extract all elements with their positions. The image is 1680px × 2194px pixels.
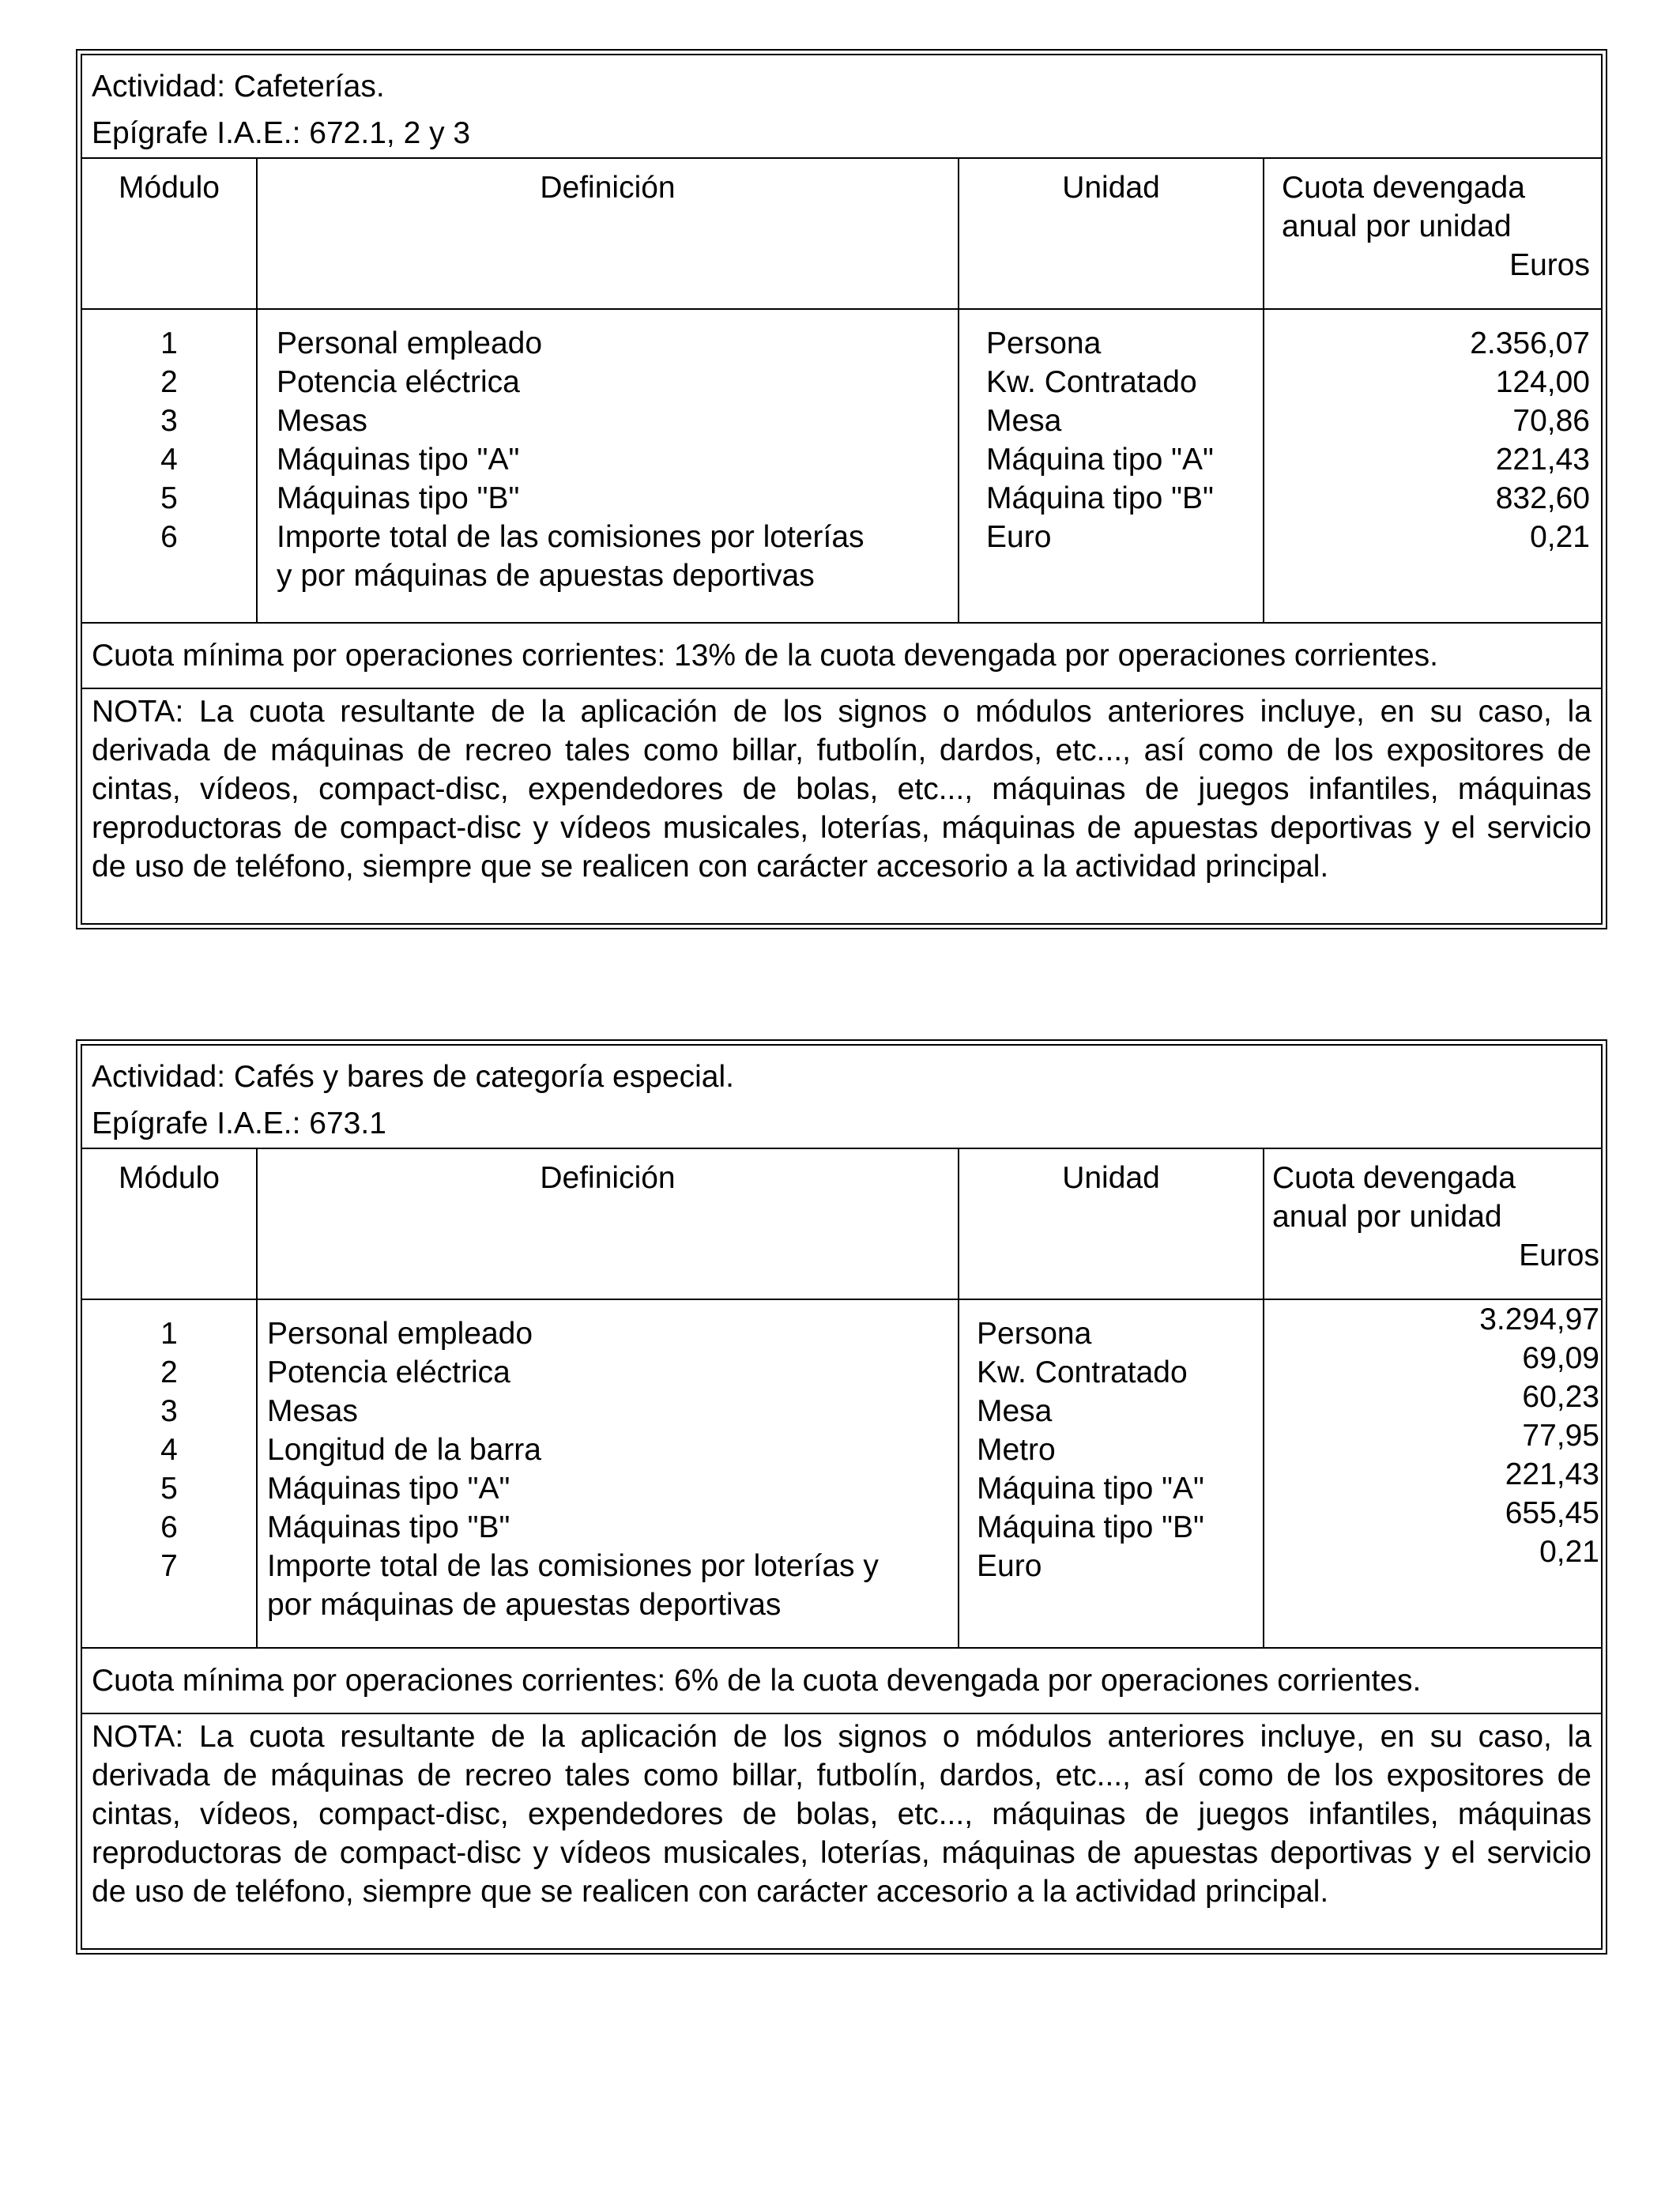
table-body (82, 309, 1601, 623)
cuota-minima: Cuota mínima por operaciones corrientes: 13% de la cuota devengada por operaciones corrientes. (82, 624, 1601, 689)
col-cuota: Cuota devengada anual por unidad Euros (1264, 1149, 1601, 1299)
nota: NOTA: La cuota resultante de la aplicación de los signos o módulos anteriores incluye, en su caso, la derivada de máquinas de recreo tales como billar, futbolín, dardos, etc..., así como de los expositores de cintas, vídeos, compact-disc, expendedores de bolas, etc..., máquinas de juegos infantiles, máquinas reproductoras de compact-disc y vídeos musicales, loterías, máquinas de apuestas deportivas y el servicio de uso de teléfono, siempre que se realicen con carácter accesorio a la actividad principal. (92, 695, 1591, 884)
cuotas: 3.294,97 69,09 60,23 77,95 221,43 655,45 0,21 (1264, 1299, 1601, 1648)
col-unidad: Unidad (959, 1149, 1264, 1299)
definiciones: Personal empleado Potencia eléctrica Mesas Máquinas tipo "A" Máquinas tipo "B" Importe total de las comisiones por loterías y por máquinas de apuestas deportivas (257, 309, 959, 623)
col-definicion: Definición (257, 159, 959, 309)
modulo-numbers: 1 2 3 4 5 6 (82, 309, 257, 623)
epigrafe: Epígrafe I.A.E.: 673.1 (92, 1106, 386, 1140)
cuota-minima: Cuota mínima por operaciones corrientes: 6% de la cuota devengada por operaciones corrientes. (82, 1649, 1601, 1714)
definiciones: Personal empleado Potencia eléctrica Mesas Longitud de la barra Máquinas tipo "A" Máquinas tipo "B" Importe total de las comisiones por loterías y por máquinas de apuestas deportivas (257, 1299, 959, 1648)
col-definicion: Definición (257, 1149, 959, 1299)
modulo-table-cafes-bares (76, 1039, 1607, 1955)
col-modulo: Módulo (82, 159, 257, 309)
col-modulo: Módulo (82, 1149, 257, 1299)
activity-title: Actividad: Cafeterías. (92, 70, 385, 104)
activity-header (82, 55, 1601, 159)
table-body (82, 1299, 1601, 1648)
cuotas: 2.356,07 124,00 70,86 221,43 832,60 0,21 (1264, 309, 1601, 623)
activity-title: Actividad: Cafés y bares de categoría especial. (92, 1060, 734, 1094)
table-inner (81, 1044, 1603, 1950)
column-headers (82, 1149, 1601, 1299)
unidades: Persona Kw. Contratado Mesa Máquina tipo "A" Máquina tipo "B" Euro (959, 309, 1264, 623)
modulo-numbers: 1 2 3 4 5 6 7 (82, 1299, 257, 1648)
modules-table (82, 1149, 1601, 1649)
col-unidad: Unidad (959, 159, 1264, 309)
col-cuota: Cuota devengada anual por unidad Euros (1264, 159, 1601, 309)
table-inner (81, 54, 1603, 925)
modulo-table-cafeterias (76, 49, 1607, 929)
nota: NOTA: La cuota resultante de la aplicación de los signos o módulos anteriores incluye, en su caso, la derivada de máquinas de recreo tales como billar, futbolín, dardos, etc..., así como de los expositores de cintas, vídeos, compact-disc, expendedores de bolas, etc..., máquinas de juegos infantiles, máquinas reproductoras de compact-disc y vídeos musicales, loterías, máquinas de apuestas deportivas y el servicio de uso de teléfono, siempre que se realicen con carácter accesorio a la actividad principal. (92, 1720, 1591, 1909)
unidades: Persona Kw. Contratado Mesa Metro Máquina tipo "A" Máquina tipo "B" Euro (959, 1299, 1264, 1648)
activity-header (82, 1046, 1601, 1149)
modules-table (82, 159, 1601, 624)
epigrafe: Epígrafe I.A.E.: 672.1, 2 y 3 (92, 116, 471, 150)
column-headers (82, 159, 1601, 309)
